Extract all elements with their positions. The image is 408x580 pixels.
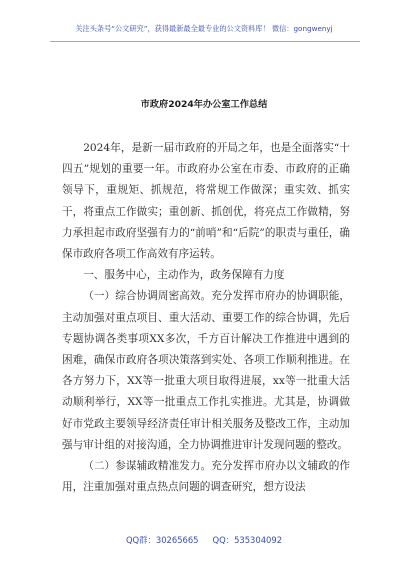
body-paragraph: （一）综合协调周密高效。充分发挥市府办的协调职能，主动加强对重点项目、重大活动、重要工作的综合协调，先后专题协调各类事项XX多次，千方百计解决工作推进中遇到的困难，确保市政府各项决策落到实处、各项工作顺利推进。在各方努力下，XX等一批重大项目取得进展，xx等一批重大活动顺利举行，XX等一批重点工作扎实推进。尤其是，协调做好市党政主要领导经济责任审计相关服务及整改工作，主动加强与审计组的对接沟通，全力协调推进审计发现问题的整改。 bbox=[62, 290, 350, 451]
qq-number: QQ：535304092 bbox=[212, 535, 283, 545]
document-body bbox=[62, 138, 350, 498]
promo-banner: 关注头条号“公文研究”，获得最新最全最专业的公文资料库！ 微信：gongwenyj bbox=[75, 24, 333, 33]
section-heading: 一、服务中心，主动作为，政务保障有力度 bbox=[83, 269, 285, 282]
contact-footer bbox=[0, 534, 408, 546]
banner-divider bbox=[50, 41, 360, 42]
document-title: 市政府2024年办公室工作总结 bbox=[140, 99, 268, 110]
qq-group-number: QQ群：30265665 bbox=[125, 535, 199, 545]
intro-paragraph: 2024年，是新一届市政府的开局之年，也是全面落实“十四五”规划的重要一年。市政府办公室在市委、市政府的正确领导下，重规矩、抓规范，将常规工作做深；重实效、抓实干，将重点工作做实；重创新、抓创优，将亮点工作做精，努力承担起市政府坚强有力的“前哨”和“后院”的职责与重任，确保市政府各项工作高效有序运转。 bbox=[62, 142, 350, 261]
body-paragraph: （二）参谋辅政精准发力。充分发挥市府办以文辅政的作用，注重加强对重点热点问题的调查研究，想方设法 bbox=[62, 460, 350, 494]
